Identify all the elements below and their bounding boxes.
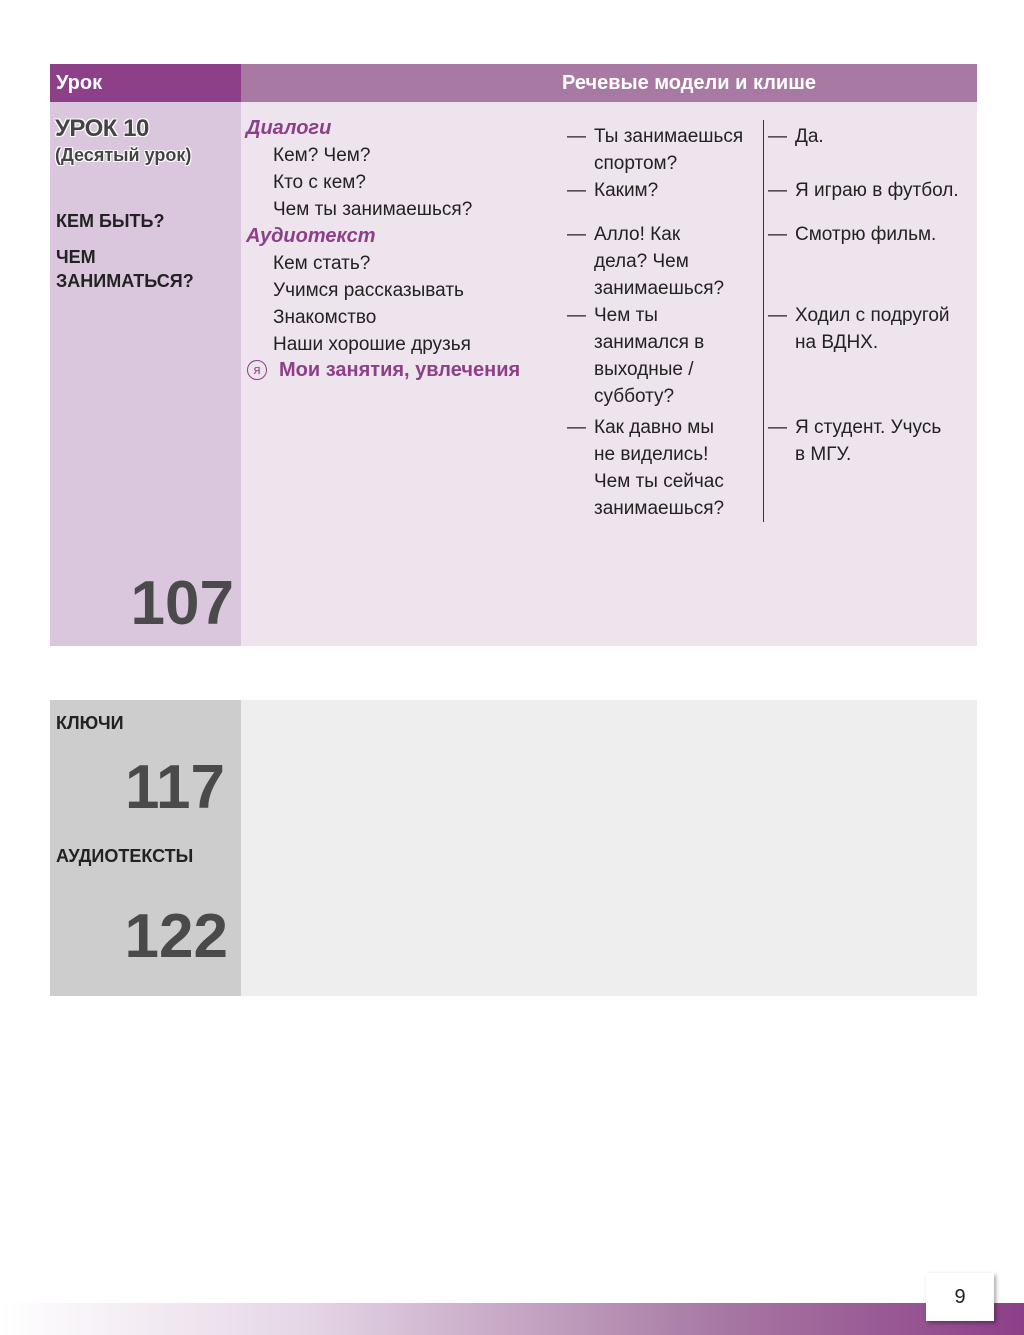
audiotext-item: Учимся рассказывать	[273, 280, 464, 301]
audiotext-item: Знакомство	[273, 307, 377, 328]
models-divider	[763, 120, 764, 522]
ya-badge-icon: я	[247, 360, 267, 380]
answer-text: Ходил с подругой на ВДНХ.	[795, 305, 950, 353]
ya-item: Мои занятия, увлечения	[279, 359, 521, 381]
question-text: Как давно мы не виделись! Чем ты сейчас занимаешься?	[594, 417, 725, 519]
question-dash: —	[567, 126, 586, 147]
answer-dash: —	[768, 417, 787, 438]
audiotext-heading: Аудиотекст	[246, 225, 376, 247]
audiotexts-page-number[interactable]: 122	[124, 902, 228, 971]
answer-text: Да.	[795, 126, 824, 147]
lesson-page-number[interactable]: 107	[130, 569, 234, 638]
keys-label: КЛЮЧИ	[56, 713, 124, 733]
lesson-topic: ЗАНИМАТЬСЯ?	[56, 271, 194, 291]
question-dash: —	[567, 180, 586, 201]
footer-gradient	[0, 1303, 1024, 1335]
question-dash: —	[567, 305, 586, 326]
question-text: Чем ты занимался в выходные / субботу?	[594, 305, 705, 407]
dialog-item: Кто с кем?	[273, 172, 366, 193]
answer-text: Смотрю фильм.	[795, 224, 937, 245]
audiotext-item: Кем стать?	[273, 253, 371, 274]
answer-dash: —	[768, 180, 787, 201]
audiotext-item: Наши хорошие друзья	[273, 334, 471, 355]
answer-text: Я играю в футбол.	[795, 180, 959, 201]
dialog-item: Кем? Чем?	[273, 145, 371, 166]
question-text: Ты занимаешься спортом?	[594, 126, 744, 174]
header-models	[241, 64, 977, 102]
answer-dash: —	[768, 305, 787, 326]
question-dash: —	[567, 417, 586, 438]
page-number: 9	[926, 1273, 994, 1321]
audiotexts-label: АУДИОТЕКСТЫ	[56, 846, 194, 866]
question-dash: —	[567, 224, 586, 245]
dialog-item: Чем ты занимаешься?	[273, 199, 473, 220]
lesson-sidebar	[50, 102, 241, 646]
answer-text: Я студент. Учусь в МГУ.	[795, 417, 942, 465]
lesson-subtitle: (Десятый урок)	[55, 145, 192, 165]
header-lesson-label: Урок	[50, 64, 241, 102]
dialogs-heading: Диалоги	[246, 117, 332, 139]
question-text: Каким?	[594, 180, 659, 201]
question-text: Алло! Как дела? Чем занимаешься?	[594, 224, 725, 299]
lesson-topic: ЧЕМ	[56, 247, 96, 267]
answer-dash: —	[768, 126, 787, 147]
answer-dash: —	[768, 224, 787, 245]
header-models-label: Речевые модели и клише	[562, 72, 817, 94]
lesson-topic: КЕМ БЫТЬ?	[56, 211, 165, 231]
keys-page-number[interactable]: 117	[124, 753, 225, 822]
lesson-title: УРОК 10	[55, 115, 149, 142]
keys-content	[241, 700, 977, 996]
